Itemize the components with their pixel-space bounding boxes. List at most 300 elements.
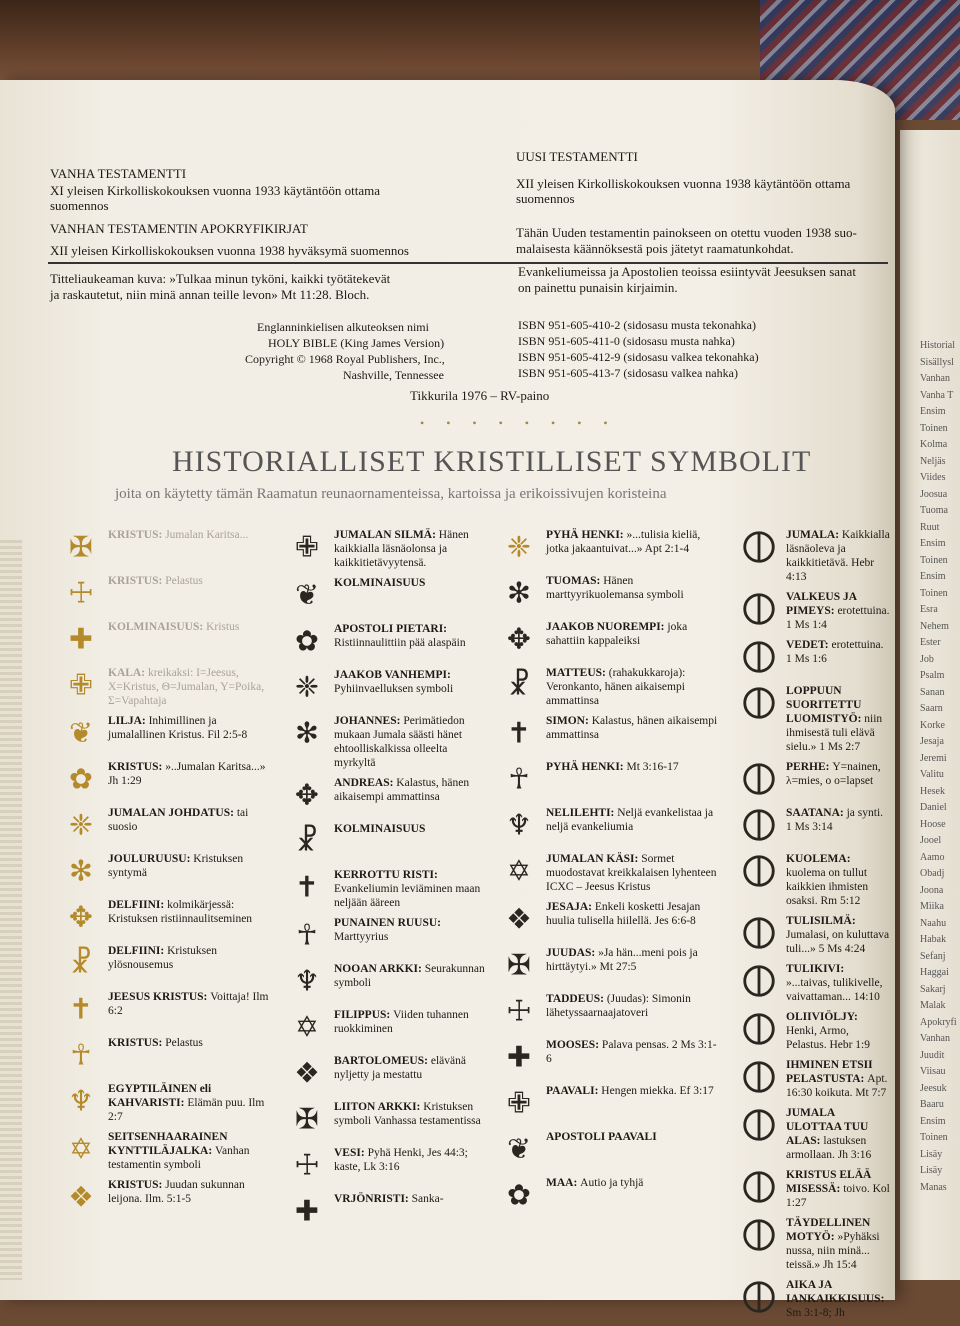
symbol-text: Hänen kaikkialla läsnäolonsa ja kaikkitietävyytensä. (334, 529, 469, 569)
symbol-entry (62, 1036, 272, 1076)
symbol-text: Perimätiedon mukaan Jumala säästi hänet ehtoolliskalkissa olleelta myrkyltä (334, 715, 465, 769)
circle-h-icon (740, 638, 778, 676)
death-rune-icon (740, 852, 778, 890)
symbol-description (546, 574, 720, 602)
right-page-line: Joona (920, 884, 944, 896)
symbol-description (334, 1192, 488, 1206)
symbol-entry (288, 868, 488, 910)
symbol-entry (62, 944, 272, 984)
symbol-name: TÄYDELLINEN MOTYÖ: (786, 1217, 871, 1243)
symbol-name: KALA: (108, 667, 148, 679)
symbol-description (334, 1008, 488, 1036)
time-icon (740, 1278, 778, 1316)
symbol-name: BARTOLOMEUS: (334, 1055, 431, 1067)
symbol-entry (500, 852, 720, 894)
symbol-text: Kristuksen symboli Vanhassa testamentissa (334, 1101, 481, 1127)
symbol-entry (62, 528, 272, 568)
right-page-line: Naahu (920, 917, 947, 929)
symbol-description (786, 684, 890, 754)
chi-rho-icon (500, 1130, 538, 1168)
symbol-name: PERHE: (786, 761, 833, 773)
symbol-text: toivo. Kol 1:27 (786, 1183, 890, 1209)
right-page-line: Ruut (920, 521, 940, 533)
ic-xc-nika-icon (62, 990, 100, 1028)
svg-text:✠: ✠ (507, 948, 531, 982)
flames-icon (500, 528, 538, 566)
symbol-name: DELFIINI: (108, 945, 168, 957)
symbol-name: OLIIVIÖLJY: (786, 1011, 858, 1023)
symbol-entry (740, 1216, 890, 1272)
right-page-line: Toinen (920, 422, 948, 434)
symbol-name: KUOLEMA: (786, 853, 851, 865)
symbol-text: Kalastus, hänen aikaisempi ammattinsa (334, 777, 470, 803)
dove-icon (500, 760, 538, 798)
symbol-description (786, 1216, 890, 1272)
svg-text:✙: ✙ (295, 530, 319, 564)
svg-text:♆: ♆ (294, 964, 320, 998)
symbol-name: JUUDAS: (546, 947, 599, 959)
symbol-name: KRISTUS ELÄÄ MISESSÄ: (786, 1169, 872, 1195)
symbol-name: VRJÖNRISTI: (334, 1193, 412, 1205)
symbol-description (334, 1054, 488, 1082)
symbol-text: Kaikkialla läsnäoleva ja kaikkitietävä. Hebr 4:13 (786, 529, 890, 583)
symbol-entry (740, 1168, 890, 1210)
symbol-column-3 (500, 528, 720, 1222)
symbol-description (334, 528, 488, 570)
symbol-description (108, 714, 272, 742)
symbol-description (108, 574, 272, 588)
symbol-text: tai suosio (108, 807, 249, 833)
symbol-entry (500, 900, 720, 940)
symbol-column-4 (740, 528, 890, 1326)
symbol-text: lastuksen armollaan. Jh 3:16 (786, 1135, 872, 1161)
vt-line1: XI yleisen Kirkolliskokouksen vuonna 1933 käytäntöön ottama (50, 183, 381, 198)
symbol-entry (288, 668, 488, 708)
symbol-name: KOLMINAISUUS: (108, 621, 207, 633)
right-page-line: Apokryfi (920, 1016, 957, 1028)
ark-icon (288, 962, 326, 1000)
right-page-line: Vanhan (920, 1033, 950, 1044)
symbol-name: APOSTOLI PAAVALI (546, 1131, 657, 1143)
symbol-text: elävänä nyljetty ja mestattu (334, 1055, 466, 1081)
right-page-line: Aamo (920, 851, 945, 863)
symbol-description (108, 666, 272, 708)
spears-icon (500, 574, 538, 612)
symbol-description (546, 714, 720, 742)
symbol-name: LILJA: (108, 715, 149, 727)
svg-text:✙: ✙ (507, 1086, 531, 1120)
ut-line2: suomennos (516, 191, 575, 206)
symbol-text: Kristuksen ylösnousemus (108, 945, 217, 971)
symbol-name: EGYPTILÄINEN eli KAHVARISTI: (108, 1083, 212, 1109)
svg-text:♆: ♆ (506, 808, 532, 842)
symbol-name: KRISTUS: (108, 761, 166, 773)
keys-icon (288, 622, 326, 660)
rope-icon (500, 946, 538, 984)
symbol-entry (500, 992, 720, 1032)
svg-text:❖: ❖ (506, 902, 532, 936)
right-page-line: Lisäy (920, 1148, 943, 1160)
symbol-text: Voittaja! Ilm 6:2 (108, 991, 269, 1017)
vt-heading: VANHA TESTAMENTTI (50, 166, 187, 181)
symbol-entry (288, 1146, 488, 1186)
right-page-line: Viides (920, 472, 946, 483)
svg-text:✻: ✻ (507, 576, 531, 610)
symbol-description (546, 1038, 720, 1066)
cover-line1: Titteliaukeaman kuva: »Tulkaa minun tyköni, kaikki työtätekevät (50, 271, 391, 286)
symbol-name: PAAVALI: (546, 1085, 602, 1097)
symbol-description (786, 914, 890, 956)
symbol-description (546, 946, 720, 974)
symbol-name: MAA: (546, 1177, 581, 1189)
symbol-text: Sm 3:1-8; Jh (786, 1307, 845, 1319)
symbol-name: NELILEHTI: (546, 807, 618, 819)
symbol-entry (500, 528, 720, 568)
symbol-entry (740, 852, 890, 908)
brimstone-icon (740, 962, 778, 1000)
right-page-line: Jooel (920, 835, 942, 846)
svg-text:✠: ✠ (295, 1102, 319, 1136)
symbol-name: NOOAN ARKKI: (334, 963, 425, 975)
symbol-description (108, 852, 272, 880)
symbol-name: IHMINEN ETSII PELASTUSTA: (786, 1059, 873, 1085)
symbol-name: LIITON ARKKI: (334, 1101, 424, 1113)
symbol-name: TADDEUS: (546, 993, 607, 1005)
symbol-text: erotettuina. 1 Ms 1:4 (786, 605, 890, 631)
symbol-text: Jumalasi, on kuluttava tuli...» 5 Ms 4:24 (786, 929, 890, 955)
symbol-text: Pyhiinvaelluksen symboli (334, 683, 454, 695)
symbol-text: Marttyyrius (334, 931, 389, 943)
right-page-line: Habak (920, 934, 947, 945)
cover-line2: ja raskautetut, niin minä annan teille levon» Mt 11:28. Bloch. (50, 287, 370, 302)
symbol-description (786, 1278, 890, 1320)
publisher-location: Nashville, Tennessee (343, 368, 444, 382)
symbol-entry (288, 962, 488, 1002)
symbol-text: »Ja hän...meni pois ja hirttäytyi.» Mt 27:5 (546, 947, 698, 973)
right-page-line: Valitu (920, 769, 944, 780)
symbol-name: PYHÄ HENKI: (546, 761, 627, 773)
isbn-4: ISBN 951-605-413-7 (sidosasu valkea nahka) (518, 366, 738, 380)
apok-line: XII yleisen Kirkolliskokouksen vuonna 1938 hyväksymä suomennos (50, 243, 409, 258)
svg-text:✝: ✝ (69, 992, 93, 1026)
red-rose-icon (288, 916, 326, 954)
right-page-line: Vanhan (920, 373, 950, 384)
right-page-line: Sisällysl (920, 356, 954, 368)
right-page-line: Tuoma (920, 505, 948, 516)
symbol-entry (288, 1008, 488, 1048)
right-page-line: Nehem (920, 620, 949, 632)
svg-text:✿: ✿ (507, 1178, 531, 1212)
right-page-line: Job (920, 653, 934, 665)
symbol-entry (62, 1178, 272, 1218)
right-page-line: Ensim (920, 1115, 946, 1127)
isbn-2: ISBN 951-605-411-0 (sidosasu musta nahka) (518, 334, 735, 348)
symbol-text: Pelastus (165, 1037, 203, 1049)
symbol-description (334, 1100, 488, 1128)
right-page-line: Jeremi (920, 752, 947, 764)
right-page-line: Malak (920, 1000, 946, 1011)
symbol-description (334, 916, 488, 944)
symbol-entry (740, 760, 890, 800)
spiral-icon (740, 806, 778, 844)
right-page-line: Baaru (920, 1099, 944, 1110)
earth-icon (500, 1176, 538, 1214)
dolphin-icon (62, 944, 100, 982)
symbol-text: Palava pensas. 2 Ms 3:1-6 (546, 1039, 717, 1065)
symbol-text: »...taivas, tulikivelle, vaivattaman... 14:10 (786, 977, 883, 1003)
right-page-line: Toinen (920, 554, 948, 566)
symbol-text: Seurakunnan symboli (334, 963, 485, 989)
symbol-description (108, 806, 272, 834)
symbol-entry (62, 806, 272, 846)
symbol-text: kuolema on tullut kaikkien ihmisten osaksi. Rm 5:12 (786, 867, 869, 907)
svg-text:✙: ✙ (69, 668, 93, 702)
original-title-label: Englanninkielisen alkuteoksen nimi (257, 320, 429, 334)
fish-book-icon (500, 714, 538, 752)
symbol-description (108, 1036, 272, 1050)
right-page-line: Neljäs (920, 455, 946, 467)
red-letter-line1: Evankeliumeissa ja Apostolien teoissa esiintyvät Jeesuksen sanat (518, 264, 856, 279)
right-page-line: Sefanj (920, 950, 946, 962)
svg-text:☧: ☧ (507, 668, 531, 702)
symbol-description (334, 868, 488, 910)
symbol-entry (288, 622, 488, 662)
symbol-description (786, 852, 890, 908)
svg-text:☩: ☩ (294, 1148, 320, 1182)
symbol-name: MATTEUS: (546, 667, 609, 679)
symbol-description (546, 900, 720, 928)
symbol-name: MOOSES: (546, 1039, 602, 1051)
symbol-description (786, 1106, 890, 1162)
svg-text:✚: ✚ (295, 1194, 319, 1228)
cross-icon (62, 574, 100, 612)
symbol-text: Jumalan Karitsa... (165, 529, 249, 541)
svg-text:✥: ✥ (69, 900, 93, 934)
symbol-entry (740, 1278, 890, 1320)
symbol-entry (740, 806, 890, 846)
svg-text:❖: ❖ (68, 1180, 94, 1214)
right-page (900, 130, 960, 1280)
symbol-text: »Pyhäksi nussa, niin minä... teissä.» Jh 15:4 (786, 1231, 880, 1271)
symbol-name: DELFIINI: (108, 899, 168, 911)
symbol-text: Sormet muodostavat kreikkalaisen lyhenteen ICXC – Jeesus Kristus (546, 853, 717, 893)
svg-text:✡: ✡ (295, 1010, 319, 1044)
symbol-description (786, 590, 890, 632)
symbol-description (546, 992, 720, 1020)
purses-icon (500, 666, 538, 704)
symbol-name: JEESUS KRISTUS: (108, 991, 211, 1003)
symbol-entry (500, 806, 720, 846)
symbol-column-2 (288, 528, 488, 1238)
symbol-description (786, 760, 890, 788)
right-page-line: Ensim (920, 571, 946, 582)
symbol-entry (740, 1106, 890, 1162)
right-page-line: Manas (920, 1181, 947, 1193)
symbol-description (546, 666, 720, 708)
symbol-description (334, 622, 488, 650)
symbol-name: VESI: (334, 1147, 368, 1159)
right-page-line: Hesek (920, 785, 945, 797)
symbol-description (786, 638, 890, 666)
symbol-name: JAAKOB NUOREMPI: (546, 621, 668, 633)
lion-icon (62, 1178, 100, 1216)
symbol-text: kolmikärjessä: Kristuksen ristiinnaulitseminen (108, 899, 253, 925)
right-page-line: Joosua (920, 488, 948, 500)
right-page-line: Haggai (920, 967, 949, 978)
symbol-description (334, 576, 488, 590)
symbol-name: VEDET: (786, 639, 832, 651)
right-page-line: Sakarj (920, 983, 946, 995)
circle-line-icon (740, 590, 778, 628)
right-page-line: Jesaja (920, 736, 944, 747)
triangle-icon (288, 576, 326, 614)
symbol-entry (62, 898, 272, 938)
right-page-line: Juudit (920, 1049, 945, 1061)
symbol-description (334, 714, 488, 770)
man-seeks-icon (740, 1058, 778, 1096)
symbol-name: KOLMINAISUUS (334, 577, 426, 589)
right-page-line: Kolma (920, 439, 948, 450)
symbol-description (546, 852, 720, 894)
eye-icon (288, 528, 326, 566)
symbol-entry (740, 1010, 890, 1052)
symbol-entry (740, 590, 890, 632)
symbol-description (334, 1146, 488, 1174)
symbol-entry (500, 1176, 720, 1216)
svg-text:✡: ✡ (69, 1132, 93, 1166)
right-page-line: Vanha T (920, 389, 954, 401)
family-icon (740, 760, 778, 798)
symbol-name: JESAJA: (546, 901, 595, 913)
symbol-description (546, 528, 720, 556)
right-page-line: Sanan (920, 686, 945, 698)
right-page-line: Ester (920, 637, 941, 648)
symbol-description (108, 760, 272, 788)
symbol-entry (62, 714, 272, 754)
svg-text:✚: ✚ (507, 1040, 531, 1074)
symbol-entry (500, 714, 720, 754)
tongs-icon (500, 900, 538, 938)
svg-text:☥: ☥ (70, 1038, 92, 1072)
symbol-text: Kalastus, hänen aikaisempi ammattinsa (546, 715, 718, 741)
svg-text:❈: ❈ (507, 530, 531, 564)
symbol-entry (288, 714, 488, 770)
symbol-name: SAATANA: (786, 807, 847, 819)
chalice-icon (288, 714, 326, 752)
crown-icon (62, 620, 100, 658)
symbol-name: JAAKOB VANHEMPI: (334, 669, 451, 681)
symbol-entry (288, 916, 488, 956)
symbol-entry (288, 776, 488, 816)
hand-icon (500, 852, 538, 890)
ankh-icon (62, 1082, 100, 1120)
right-page-line: Psalm (920, 670, 945, 681)
fish-icon (62, 666, 100, 704)
symbol-entry (62, 574, 272, 614)
symbol-name: PYHÄ HENKI: (546, 529, 627, 541)
symbol-name: SEITSENHAARAINEN KYNTTILÄJALKA: (108, 1131, 228, 1157)
symbol-name: JUMALA ULOTTAA TUU ALAS: (786, 1107, 869, 1147)
symbol-entry (500, 1130, 720, 1170)
symbol-text: (Juudas): Simonin lähetyssaarnaajatoveri (546, 993, 691, 1019)
symbol-entry (740, 528, 890, 584)
circle-dot-icon (740, 528, 778, 566)
symbol-description (546, 1084, 720, 1098)
shells-icon (288, 668, 326, 706)
symbol-entry (62, 620, 272, 660)
symbol-description (786, 962, 890, 1004)
symbol-description (108, 1178, 272, 1206)
ut-note1: Tähän Uuden testamentin painokseen on otettu vuoden 1938 suo- (516, 225, 857, 240)
right-page-line: Korke (920, 719, 945, 731)
symbol-entry (288, 576, 488, 616)
symbol-entry (500, 666, 720, 708)
right-page-line: Toinen (920, 1132, 948, 1143)
candle-icon (62, 528, 100, 566)
svg-text:✥: ✥ (295, 778, 319, 812)
symbol-name: PUNAINEN RUUSU: (334, 917, 442, 929)
symbol-text: Mt 3:16-17 (626, 761, 679, 773)
symbol-name: TULIKIVI: (786, 963, 845, 975)
god-reaches-icon (740, 1106, 778, 1144)
christ-lives-icon (740, 1168, 778, 1206)
sword-book-icon (500, 1084, 538, 1122)
symbol-text: »..Jumalan Karitsa...» Jh 1:29 (108, 761, 266, 787)
symbol-entry (740, 962, 890, 1004)
symbol-entry (62, 666, 272, 708)
cross-crosslet-icon (288, 868, 326, 906)
svg-text:☩: ☩ (506, 994, 532, 1028)
symbol-description (546, 1130, 720, 1144)
original-title: HOLY BIBLE (King James Version) (268, 336, 445, 350)
symbol-description (334, 776, 488, 804)
svg-text:✻: ✻ (69, 854, 93, 888)
ut-line1: XII yleisen Kirkolliskokouksen vuonna 1938 käytäntöön ottama (516, 176, 851, 191)
symbol-text: niin ihmisestä tuli elävä sielu.» 1 Ms 2:7 (786, 713, 883, 753)
symbol-entry (288, 1054, 488, 1094)
right-page-line: Daniel (920, 802, 947, 813)
symbol-description (108, 944, 272, 972)
symbol-text: Pyhä Henki, Jes 44:3; kaste, Lk 3:16 (334, 1147, 468, 1173)
symbol-description (334, 962, 488, 990)
symbol-text: Enkeli kosketti Jesajan huulia tulisella hiilellä. Jes 6:6-8 (546, 901, 701, 927)
symbol-entry (500, 574, 720, 614)
symbol-name: KRISTUS: (108, 1179, 166, 1191)
svg-text:❦: ❦ (69, 716, 93, 750)
ut-heading: UUSI TESTAMENTTI (516, 149, 638, 164)
symbol-entry (500, 1084, 720, 1124)
right-page-line: Hoose (920, 818, 946, 830)
symbol-text: Henki, Armo, Pelastus. Hebr 1:9 (786, 1025, 871, 1051)
right-page-line: Obadj (920, 868, 945, 879)
right-page-line: Jeesuk (920, 1082, 947, 1094)
symbol-description (786, 1168, 890, 1210)
symbol-name: LOPPUUN SUORITETTU LUOMISTYÖ: (786, 685, 865, 725)
symbol-text: Hänen marttyyrikuolemansa symboli (546, 575, 684, 601)
symbol-text: erotettuina. 1 Ms 1:6 (786, 639, 884, 665)
symbol-text: Pelastus (165, 575, 203, 587)
isbn-1: ISBN 951-605-410-2 (sidosasu musta tekonahka) (518, 318, 756, 332)
svg-text:✿: ✿ (295, 624, 319, 658)
symbol-text: kreikaksi: I=Jeesus, X=Kristus, Θ=Jumalan, Y=Poika, Σ=Vapahtaja (108, 667, 265, 707)
star-flower-icon (62, 806, 100, 844)
svg-text:☥: ☥ (508, 762, 530, 796)
rose-icon (62, 852, 100, 890)
symbol-text: Vanhan testamentin symboli (108, 1145, 250, 1171)
symbol-description (334, 668, 488, 696)
circle-cross-icon (740, 684, 778, 722)
svg-text:✥: ✥ (507, 622, 531, 656)
